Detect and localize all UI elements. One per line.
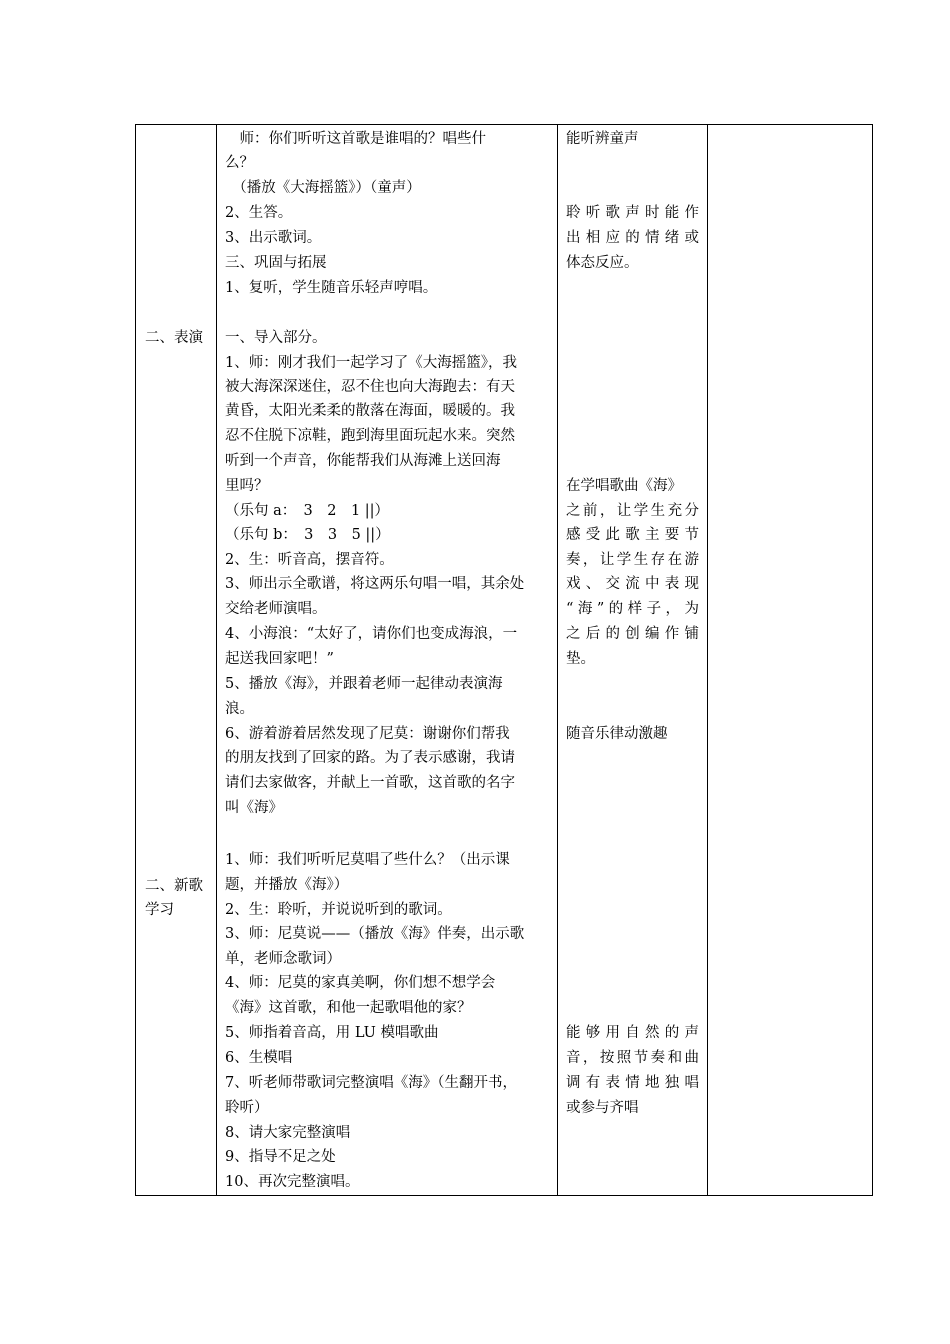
- process-line: 9、指导不足之处: [225, 1149, 336, 1165]
- process-line: 2、生：聆听，并说说听到的歌词。: [225, 902, 452, 918]
- process-line: （乐句 a： 3 2 1 ||）: [225, 503, 390, 519]
- intent-line: 音，按照节奏和曲: [566, 1050, 699, 1066]
- process-line: （播放《大海摇篮》）（童声）: [225, 180, 421, 196]
- intent-line: 感受此歌主要节: [566, 527, 699, 543]
- process-line: 4、小海浪：“太好了，请你们也变成海浪，一: [225, 626, 518, 642]
- table-row: [136, 125, 873, 1196]
- intent-line: 或参与齐唱: [566, 1100, 639, 1116]
- intent-line: 调有表情地独唱: [566, 1075, 699, 1091]
- process-line: 师：你们听听这首歌是谁唱的？唱些什: [225, 131, 486, 147]
- process-line: 5、播放《海》，并跟着老师一起律动表演海: [225, 676, 503, 692]
- process-line: 3、师出示全歌谱，将这两乐句唱一唱，其余处: [225, 576, 525, 592]
- process-line: 2、生答。: [225, 205, 293, 221]
- process-line: 2、生：听音高，摆音符。: [225, 552, 394, 568]
- process-line: 一、导入部分。: [225, 330, 327, 346]
- process-column: [217, 125, 558, 1196]
- process-line: 被大海深深迷住，忍不住也向大海跑去：有天: [225, 379, 515, 395]
- process-line: 题，并播放《海》）: [225, 877, 349, 893]
- notes-column: [708, 125, 873, 1196]
- process-line: 6、游着游着居然发现了尼莫：谢谢你们帮我: [225, 726, 510, 742]
- intent-line: 体态反应。: [566, 255, 639, 271]
- process-line: 3、师：尼莫说——（播放《海》伴奏，出示歌: [225, 926, 525, 942]
- process-line: 请们去家做客，并献上一首歌，这首歌的名字: [225, 775, 515, 791]
- process-line: 6、生模唱: [225, 1050, 293, 1066]
- process-line: 单，老师念歌词）: [225, 951, 341, 967]
- intent-line: 能够用自然的声: [566, 1025, 699, 1041]
- process-line: 叫《海》: [225, 800, 283, 816]
- stage-label-new-song-2: 学习: [145, 902, 174, 918]
- intent-line: 在学唱歌曲《海》: [566, 478, 682, 494]
- intent-line: 聆听歌声时能作: [566, 205, 699, 221]
- process-line: 交给老师演唱。: [225, 601, 327, 617]
- intent-line: 之后的创编作铺: [566, 626, 699, 642]
- stage-label-perform: 二、表演: [145, 330, 203, 346]
- process-line: 1、师：刚才我们一起学习了《大海摇篮》，我: [225, 355, 517, 371]
- intent-line: 能听辨童声: [566, 131, 639, 147]
- process-line: 忍不住脱下凉鞋，跑到海里面玩起水来。突然: [225, 428, 515, 444]
- process-line: 黄昏，太阳光柔柔的散落在海面，暖暖的。我: [225, 403, 515, 419]
- intent-line: 之前，让学生充分: [566, 503, 699, 519]
- process-line: 4、师：尼莫的家真美啊，你们想不想学会: [225, 975, 496, 991]
- process-line: 起送我回家吧！”: [225, 651, 334, 667]
- process-line: 听到一个声音，你能帮我们从海滩上送回海: [225, 453, 501, 469]
- intent-line: 出相应的情绪或: [566, 230, 699, 246]
- process-line: 1、复听，学生随音乐轻声哼唱。: [225, 280, 438, 296]
- process-line: 1、师：我们听听尼莫唱了些什么？（出示课: [225, 852, 510, 868]
- intent-line: 戏、交流中表现: [566, 576, 699, 592]
- process-line: （乐句 b： 3 3 5 ||）: [225, 527, 390, 543]
- process-line: 7、听老师带歌词完整演唱《海》（生翻开书，: [225, 1075, 517, 1091]
- intent-line: 随音乐律动激趣: [566, 726, 668, 742]
- process-line: 《海》这首歌，和他一起歌唱他的家？: [225, 1000, 472, 1016]
- process-line: 三、巩固与拓展: [225, 255, 327, 271]
- intent-column: [558, 125, 708, 1196]
- intent-line: 垫。: [566, 651, 595, 667]
- process-line: 3、出示歌词。: [225, 230, 322, 246]
- intent-line: “海”的样子，为: [566, 601, 699, 617]
- intent-line: 奏，让学生存在游: [566, 552, 699, 568]
- process-line: 5、师指着音高，用 LU 模唱歌曲: [225, 1025, 439, 1041]
- stage-column: [136, 125, 217, 1196]
- process-line: 10、再次完整演唱。: [225, 1174, 360, 1190]
- process-line: 8、请大家完整演唱: [225, 1125, 351, 1141]
- process-line: 浪。: [225, 701, 254, 717]
- lesson-plan-table: [135, 124, 873, 1196]
- process-line: 的朋友找到了回家的路。为了表示感谢，我请: [225, 750, 515, 766]
- process-line: 聆听）: [225, 1100, 269, 1116]
- process-line: 么？: [225, 155, 254, 171]
- process-line: 里吗？: [225, 478, 269, 494]
- stage-label-new-song: 二、新歌: [145, 878, 203, 894]
